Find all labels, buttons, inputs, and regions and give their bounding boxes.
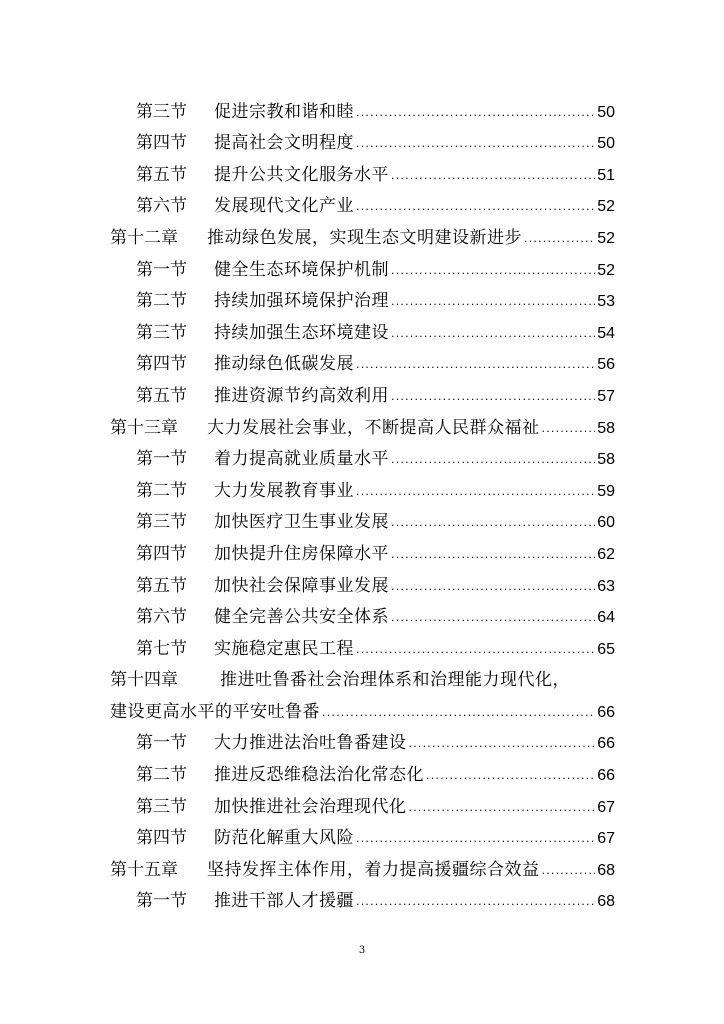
toc-section-number: 第五节: [136, 385, 187, 406]
toc-entry-label: [136, 571, 389, 596]
toc-chapter-title: 推动绿色发展，实现生态文明建设新进步: [207, 227, 522, 248]
toc-page-number: 50: [597, 103, 615, 121]
toc-page-number: 68: [597, 893, 615, 911]
toc-section-number: 第二节: [136, 291, 187, 312]
toc-entry-label: [136, 255, 389, 280]
toc-section-row[interactable]: [110, 753, 615, 785]
toc-chapter-14-line-2[interactable]: [110, 690, 615, 722]
toc-entry-label: [136, 318, 389, 343]
toc-section-number: 第三节: [136, 101, 187, 122]
toc-chapter-title: 坚持发挥主体作用，着力提高援疆综合效益: [207, 859, 540, 880]
toc-section-row[interactable]: [110, 90, 615, 122]
toc-section-title: 推动绿色低碳发展: [214, 354, 354, 375]
toc-page-number: 52: [597, 261, 615, 279]
toc-page-number: 59: [597, 482, 615, 500]
toc-section-title: 健全完善公共安全体系: [214, 607, 389, 628]
toc-page-number: 60: [597, 514, 615, 532]
toc-page-number: 50: [597, 135, 615, 153]
toc-entry-label: [136, 728, 407, 753]
toc-chapter-number: 第十五章: [110, 859, 178, 880]
toc-chapter-row[interactable]: [110, 406, 615, 438]
toc-section-title: 加快推进社会治理现代化: [214, 796, 407, 817]
toc-page-number: 63: [597, 577, 615, 595]
toc-leader-dots: [391, 296, 595, 307]
toc-section-row[interactable]: [110, 564, 615, 596]
toc-section-number: 第三节: [136, 796, 187, 817]
toc-section-title: 提高社会文明程度: [214, 133, 354, 154]
toc-section-row[interactable]: [110, 817, 615, 849]
toc-entry-label: [136, 381, 389, 406]
toc-section-title: 提升公共文化服务水平: [214, 164, 389, 185]
toc-chapter-14-line-1[interactable]: [110, 659, 615, 691]
toc-section-title: 着力提高就业质量水平: [214, 449, 389, 470]
toc-leader-dots: [356, 833, 595, 844]
toc-entry-label: [136, 97, 354, 122]
toc-section-title: 推进反恐维稳法治化常态化: [214, 765, 424, 786]
toc-leader-dots: [391, 170, 595, 181]
toc-section-row[interactable]: [110, 596, 615, 628]
toc-page-number: 53: [597, 293, 615, 311]
toc-section-row[interactable]: [110, 880, 615, 912]
toc-entry-label: [136, 602, 389, 627]
toc-leader-dots: [356, 896, 595, 907]
toc-section-number: 第四节: [136, 133, 187, 154]
toc-section-title: 大力推进法治吐鲁番建设: [214, 733, 407, 754]
toc-page-number: 58: [597, 419, 615, 437]
toc-leader-dots: [391, 328, 595, 339]
toc-section-number: 第二节: [136, 765, 187, 786]
toc-section-row[interactable]: [110, 469, 615, 501]
toc-section-row[interactable]: [110, 343, 615, 375]
toc-section-title: 发展现代文化产业: [214, 196, 354, 217]
toc-page-number: 58: [597, 451, 615, 469]
toc-chapter-row[interactable]: [110, 848, 615, 880]
toc-section-number: 第二节: [136, 480, 187, 501]
toc-chapter-title-line-1: 推进吐鲁番社会治理体系和治理能力现代化，: [220, 670, 570, 691]
toc-leader-dots: [356, 644, 595, 655]
toc-page-number: 65: [597, 640, 615, 658]
toc-leader-dots: [524, 233, 595, 244]
toc-leader-dots: [356, 201, 595, 212]
toc-leader-dots: [322, 707, 595, 718]
toc-entry-label: [136, 823, 354, 848]
toc-section-number: 第一节: [136, 733, 187, 754]
toc-section-row[interactable]: [110, 248, 615, 280]
toc-entry-label: [136, 760, 424, 785]
toc-entry-label: [136, 286, 389, 311]
toc-leader-dots: [409, 738, 596, 749]
toc-section-title: 大力发展教育事业: [214, 480, 354, 501]
toc-section-title: 推进干部人才援疆: [214, 891, 354, 912]
toc-leader-dots: [391, 612, 595, 623]
toc-chapter-title-line-2: 建设更高水平的平安吐鲁番: [110, 701, 320, 722]
toc-leader-dots: [391, 454, 595, 465]
toc-chapter-row[interactable]: [110, 216, 615, 248]
toc-section-number: 第一节: [136, 891, 187, 912]
toc-section-number: 第五节: [136, 164, 187, 185]
toc-page-number: 52: [597, 198, 615, 216]
toc-page-number: 66: [597, 735, 615, 753]
toc-entry-label: [136, 160, 389, 185]
toc-leader-dots: [391, 581, 595, 592]
toc-entry-label: [110, 223, 522, 248]
toc-section-title: 持续加强生态环境建设: [214, 322, 389, 343]
toc-section-row[interactable]: [110, 785, 615, 817]
toc-entry-label: [136, 444, 389, 469]
toc-section-number: 第一节: [136, 449, 187, 470]
toc-section-row[interactable]: [110, 374, 615, 406]
toc-section-number: 第三节: [136, 512, 187, 533]
toc-entry-label: [136, 886, 354, 911]
toc-leader-dots: [391, 517, 595, 528]
toc-section-row[interactable]: [110, 722, 615, 754]
toc-section-row[interactable]: [110, 122, 615, 154]
toc-page-number: 62: [597, 545, 615, 563]
toc-leader-dots: [391, 549, 595, 560]
toc-chapter-title: 大力发展社会事业，不断提高人民群众福祉: [207, 417, 540, 438]
toc-entry-label: [136, 349, 354, 374]
toc-section-title: 加快社会保障事业发展: [214, 575, 389, 596]
toc-section-title: 促进宗教和谐和睦: [214, 101, 354, 122]
toc-entry-label: [136, 128, 354, 153]
toc-leader-dots: [426, 770, 595, 781]
toc-leader-dots: [391, 391, 595, 402]
toc-page-number: 66: [597, 703, 615, 721]
toc-section-row[interactable]: [110, 311, 615, 343]
toc-section-number: 第七节: [136, 638, 187, 659]
toc-section-title: 健全生态环境保护机制: [214, 259, 389, 280]
toc-section-title: 防范化解重大风险: [214, 828, 354, 849]
toc-page-number: 67: [597, 798, 615, 816]
toc-entry-label: [110, 855, 540, 880]
table-of-contents: [110, 90, 615, 911]
toc-leader-dots: [356, 486, 595, 497]
toc-chapter-label: [110, 665, 570, 690]
toc-page-number: 67: [597, 830, 615, 848]
toc-part-2: [110, 722, 615, 912]
toc-entry-label: [136, 792, 407, 817]
toc-leader-dots: [409, 802, 596, 813]
toc-page-number: 57: [597, 387, 615, 405]
toc-section-title: 加快医疗卫生事业发展: [214, 512, 389, 533]
toc-chapter-number: 第十四章: [110, 670, 178, 691]
toc-entry-label: [136, 191, 354, 216]
toc-section-row[interactable]: [110, 627, 615, 659]
toc-section-title: 实施稳定惠民工程: [214, 638, 354, 659]
toc-entry-label: [136, 539, 389, 564]
toc-section-row[interactable]: [110, 438, 615, 470]
toc-leader-dots: [391, 265, 595, 276]
toc-leader-dots: [356, 138, 595, 149]
toc-section-title: 推进资源节约高效利用: [214, 385, 389, 406]
toc-section-number: 第四节: [136, 828, 187, 849]
toc-page-number: 68: [597, 861, 615, 879]
toc-entry-label: [136, 507, 389, 532]
toc-chapter-number: 第十三章: [110, 417, 178, 438]
toc-part-1: [110, 90, 615, 659]
toc-page-number: 66: [597, 767, 615, 785]
toc-page-number: 51: [597, 166, 615, 184]
toc-page-number: 64: [597, 609, 615, 627]
toc-section-row[interactable]: [110, 185, 615, 217]
toc-section-number: 第四节: [136, 543, 187, 564]
toc-section-number: 第四节: [136, 354, 187, 375]
toc-leader-dots: [356, 107, 595, 118]
toc-entry-label: [110, 413, 540, 438]
toc-page-number: 52: [597, 229, 615, 247]
toc-chapter-number: 第十二章: [110, 227, 178, 248]
toc-section-row[interactable]: [110, 280, 615, 312]
toc-section-row[interactable]: [110, 153, 615, 185]
toc-section-number: 第五节: [136, 575, 187, 596]
toc-section-title: 持续加强环境保护治理: [214, 291, 389, 312]
page-footer-number: 3: [358, 945, 366, 956]
toc-entry-label: [136, 634, 354, 659]
toc-entry-label: [136, 476, 354, 501]
toc-section-row[interactable]: [110, 501, 615, 533]
toc-section-number: 第六节: [136, 196, 187, 217]
toc-section-number: 第一节: [136, 259, 187, 280]
toc-page-number: 54: [597, 324, 615, 342]
toc-section-number: 第六节: [136, 607, 187, 628]
toc-page-number: 56: [597, 356, 615, 374]
toc-section-title: 加快提升住房保障水平: [214, 543, 389, 564]
toc-section-number: 第三节: [136, 322, 187, 343]
toc-leader-dots: [542, 865, 596, 876]
toc-section-row[interactable]: [110, 532, 615, 564]
toc-leader-dots: [356, 359, 595, 370]
toc-leader-dots: [542, 423, 596, 434]
